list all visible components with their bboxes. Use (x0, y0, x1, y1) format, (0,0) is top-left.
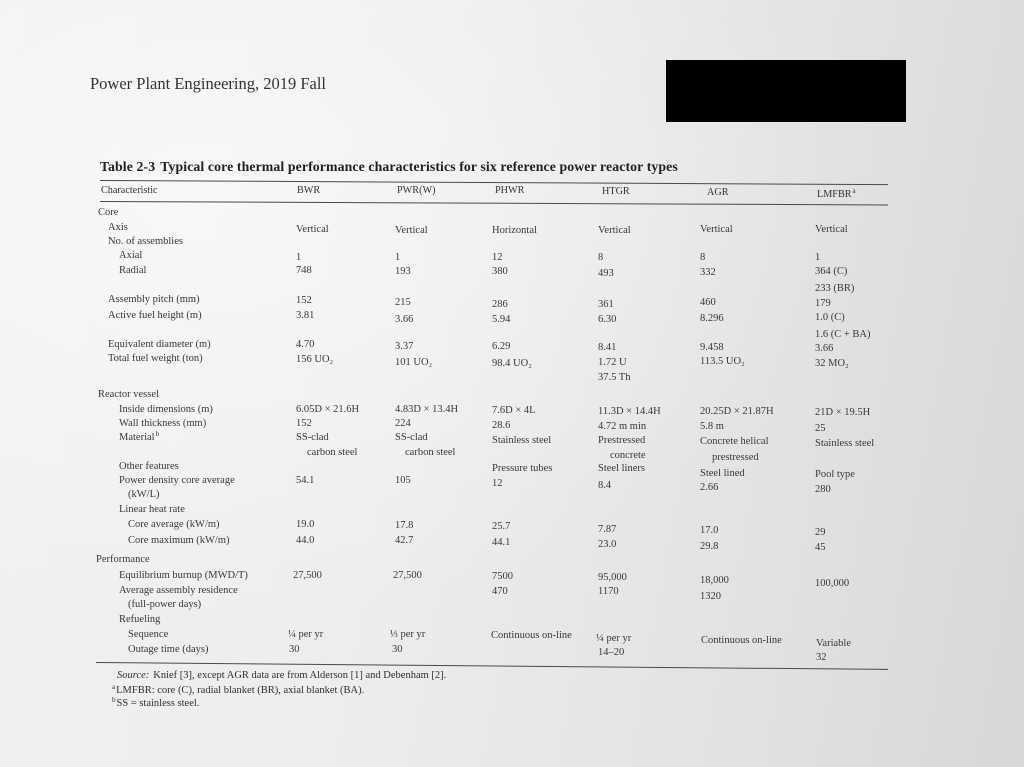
cell-phwr: 7.6D × 4L (492, 405, 536, 416)
row-label: Axial (119, 250, 143, 261)
footnote-marker: b (112, 696, 116, 704)
cell-agr: Continuous on-line (701, 635, 782, 646)
cell-agr: 113.5 UO₂ (700, 356, 745, 367)
cell-agr: 5.8 m (700, 421, 724, 432)
cell-bwr: SS-clad (296, 432, 329, 443)
column-header-agr: AGR (707, 187, 729, 198)
table-row (0, 222, 1024, 235)
table-row (0, 570, 1024, 589)
cell-agr: 29.8 (700, 541, 719, 552)
row-label: Inside dimensions (m) (119, 404, 213, 415)
cell-phwr: 98.4 UO₂ (492, 358, 532, 369)
footnote (112, 685, 364, 696)
cell-bwr: 156 UO₂ (296, 354, 334, 365)
table-row (0, 599, 1024, 612)
source-text: Knief [3], except AGR data are from Alderson [1] and Debenham [2]. (153, 670, 447, 681)
row-label: Power density core average (119, 475, 235, 486)
cell-phwr: Horizontal (492, 225, 537, 236)
cell-phwr: 7500 (492, 571, 513, 582)
cell-htgr: 23.0 (598, 539, 617, 550)
column-header-characteristic: Characteristic (101, 185, 158, 196)
cell-lmfbr: 179 (815, 298, 831, 309)
cell-bwr: 54.1 (296, 475, 315, 486)
table-row (0, 236, 1024, 249)
row-label: Outage time (days) (128, 644, 209, 655)
cell-pwr: 101 UO₂ (395, 357, 433, 368)
column-header-lmfbr-text: LMFBR (817, 189, 852, 200)
table-row (0, 644, 1024, 663)
cell-htgr: 8 (598, 252, 604, 263)
row-label: Equivalent diameter (m) (108, 339, 211, 350)
cell-lmfbr: 280 (815, 484, 831, 495)
cell-htgr: concrete (610, 450, 646, 461)
table-number: Table 2-3 (100, 159, 156, 174)
cell-phwr: 44.1 (492, 537, 511, 548)
section-label: Core (98, 207, 119, 218)
cell-htgr: 493 (598, 268, 614, 279)
cell-pwr: 4.83D × 13.4H (395, 404, 459, 415)
cell-agr: 332 (700, 267, 716, 278)
footnote-text: LMFBR: core (C), radial blanket (BR), axial blanket (BA). (116, 685, 365, 696)
cell-htgr: 4.72 m min (598, 421, 647, 432)
cell-htgr: 37.5 Th (598, 372, 631, 383)
table-header-row (0, 185, 1024, 198)
cell-agr: 1320 (700, 591, 721, 602)
cell-lmfbr: Pool type (815, 469, 855, 480)
cell-pwr: ⅓ per yr (390, 629, 426, 640)
cell-bwr: 4.70 (296, 339, 315, 350)
cell-pwr: 1 (395, 252, 401, 263)
cell-agr: 18,000 (700, 575, 729, 586)
cell-lmfbr: Vertical (815, 224, 848, 235)
table-row (0, 535, 1024, 553)
cell-pwr: 3.37 (395, 341, 414, 352)
row-label: Active fuel height (m) (108, 310, 202, 321)
cell-lmfbr: 100,000 (815, 578, 850, 589)
row-label: Equilibrium burnup (MWD/T) (119, 570, 248, 581)
cell-agr: Vertical (700, 224, 733, 235)
row-label: Assembly pitch (mm) (108, 294, 200, 305)
table-row (0, 629, 1024, 649)
row-label: No. of assemblies (108, 236, 183, 247)
cell-bwr: 3.81 (296, 310, 315, 321)
footnote-text: SS = stainless steel. (116, 698, 200, 709)
cell-phwr: 5.94 (492, 314, 511, 325)
table-row (0, 461, 1024, 480)
row-label: Core maximum (kW/m) (128, 535, 230, 546)
table-title (100, 159, 678, 175)
cell-pwr: 30 (392, 644, 403, 655)
table-row (0, 353, 1024, 369)
table-row (0, 339, 1024, 352)
cell-bwr: 30 (289, 644, 300, 655)
column-header-pwr: PWR(W) (397, 185, 436, 196)
cell-lmfbr: 32 (816, 652, 827, 663)
cell-bwr: 6.05D × 21.6H (296, 404, 360, 415)
table-header-rule (100, 201, 888, 205)
row-label: (full-power days) (128, 599, 202, 610)
cell-phwr: 6.29 (492, 341, 511, 352)
cell-phwr: 380 (492, 266, 508, 277)
cell-agr: Concrete helical (700, 436, 769, 447)
cell-pwr: SS-clad (395, 432, 428, 443)
row-label: Refueling (119, 614, 161, 625)
row-label: Wall thickness (mm) (119, 418, 207, 429)
cell-lmfbr: 3.66 (815, 343, 834, 354)
table-row (0, 372, 1024, 385)
cell-pwr: Vertical (395, 225, 428, 236)
table-row (0, 554, 1024, 567)
cell-phwr: 12 (492, 478, 503, 489)
table-row (0, 504, 1024, 517)
column-header-phwr: PHWR (495, 185, 525, 196)
table-row (0, 265, 1024, 278)
cell-htgr: 95,000 (598, 572, 627, 583)
row-label: Radial (119, 265, 147, 276)
cell-lmfbr: 29 (815, 527, 826, 538)
cell-lmfbr: 25 (815, 423, 826, 434)
cell-htgr: 8.41 (598, 342, 617, 353)
footnote-marker: b (155, 430, 160, 438)
cell-bwr: 152 (296, 295, 312, 306)
cell-pwr: 193 (395, 266, 411, 277)
row-label: Total fuel weight (ton) (108, 353, 203, 364)
cell-agr: 9.458 (700, 342, 724, 353)
table-row (0, 430, 1024, 449)
cell-agr: Steel lined (700, 468, 745, 479)
table-bottom-rule (96, 662, 888, 670)
column-header-lmfbr (817, 189, 856, 201)
cell-lmfbr: 1.0 (C) (815, 312, 845, 323)
cell-bwr: 44.0 (296, 535, 315, 546)
cell-lmfbr: Variable (816, 638, 851, 649)
cell-agr: 8.296 (700, 313, 724, 324)
table-row (0, 585, 1024, 602)
cell-bwr: 152 (296, 418, 312, 429)
cell-agr: prestressed (712, 452, 759, 463)
cell-htgr: 1.72 U (598, 357, 627, 368)
table-row (0, 207, 1024, 220)
table-row (0, 389, 1024, 402)
cell-htgr: ¼ per yr (596, 633, 632, 644)
cell-lmfbr: 1.6 (C + BA) (815, 329, 871, 340)
cell-phwr: Continuous on-line (491, 630, 572, 641)
cell-pwr: carbon steel (405, 447, 456, 458)
row-label: Axis (108, 222, 128, 233)
cell-bwr: 27,500 (293, 570, 322, 581)
footnote (112, 698, 199, 709)
cell-pwr: 27,500 (393, 570, 422, 581)
table-row (0, 519, 1024, 538)
cell-htgr: 6.30 (598, 314, 617, 325)
cell-phwr: Pressure tubes (492, 463, 553, 474)
page-header: Power Plant Engineering, 2019 Fall (90, 74, 327, 93)
cell-phwr: 25.7 (492, 521, 511, 532)
row-label: (kW/L) (128, 489, 160, 500)
cell-lmfbr: 21D × 19.5H (815, 407, 871, 418)
cell-htgr: Vertical (598, 225, 631, 236)
section-label: Performance (96, 554, 150, 565)
row-label-text: Material (119, 432, 155, 443)
row-label (119, 432, 159, 444)
cell-agr: 2.66 (700, 482, 719, 493)
cell-bwr: ¼ per yr (288, 629, 324, 640)
table-row (0, 614, 1024, 627)
cell-htgr: Steel liners (598, 463, 645, 474)
cell-htgr: 14–20 (598, 647, 625, 658)
cell-agr: 460 (700, 297, 716, 308)
table-row (0, 447, 1024, 463)
cell-phwr: 286 (492, 299, 508, 310)
cell-pwr: 3.66 (395, 314, 414, 325)
cell-bwr: 19.0 (296, 519, 315, 530)
cell-agr: 17.0 (700, 525, 719, 536)
table-row (0, 404, 1024, 417)
cell-pwr: 42.7 (395, 535, 414, 546)
cell-agr: 20.25D × 21.87H (700, 406, 774, 417)
cell-phwr: 12 (492, 252, 503, 263)
cell-lmfbr: 1 (815, 252, 821, 263)
cell-pwr: 215 (395, 297, 411, 308)
cell-lmfbr: 45 (815, 542, 826, 553)
cell-pwr: 224 (395, 418, 411, 429)
cell-phwr: 470 (492, 586, 508, 597)
cell-lmfbr: Stainless steel (815, 438, 875, 449)
cell-htgr: 8.4 (598, 480, 612, 491)
table-source-note (117, 670, 446, 681)
cell-lmfbr: 233 (BR) (815, 283, 855, 294)
cell-bwr: 1 (296, 252, 302, 263)
row-label: Average assembly residence (119, 585, 238, 596)
row-label: Core average (kW/m) (128, 519, 220, 530)
footnote-marker: a (112, 683, 116, 691)
row-label: Linear heat rate (119, 504, 185, 515)
cell-phwr: 28.6 (492, 420, 511, 431)
cell-agr: 8 (700, 252, 706, 263)
table-row (0, 418, 1024, 434)
table-row (0, 250, 1024, 263)
column-header-htgr: HTGR (602, 186, 630, 197)
cell-htgr: 7.87 (598, 524, 617, 535)
cell-bwr: 748 (296, 265, 312, 276)
column-header-bwr: BWR (297, 185, 321, 196)
cell-htgr: 11.3D × 14.4H (598, 406, 661, 417)
row-label: Other features (119, 461, 179, 472)
cell-phwr: Stainless steel (492, 435, 552, 446)
section-label: Reactor vessel (98, 389, 159, 400)
row-label: Sequence (128, 629, 169, 640)
table-row (0, 310, 1024, 323)
cell-pwr: 105 (395, 475, 411, 486)
cell-bwr: carbon steel (307, 447, 358, 458)
cell-lmfbr: 32 MO₂ (815, 358, 849, 369)
footnote-marker: a (852, 187, 856, 195)
cell-htgr: Prestressed (598, 435, 646, 446)
cell-htgr: 361 (598, 299, 614, 310)
cell-pwr: 17.8 (395, 520, 414, 531)
cell-bwr: Vertical (296, 224, 329, 235)
table-row (0, 489, 1024, 502)
source-label: Source: (117, 670, 150, 681)
redaction-box (666, 60, 906, 122)
table-caption: Typical core thermal performance characteristics for six reference power reactor types (160, 159, 678, 174)
cell-lmfbr: 364 (C) (815, 266, 848, 277)
cell-htgr: 1170 (598, 586, 619, 597)
table-row (0, 294, 1024, 310)
